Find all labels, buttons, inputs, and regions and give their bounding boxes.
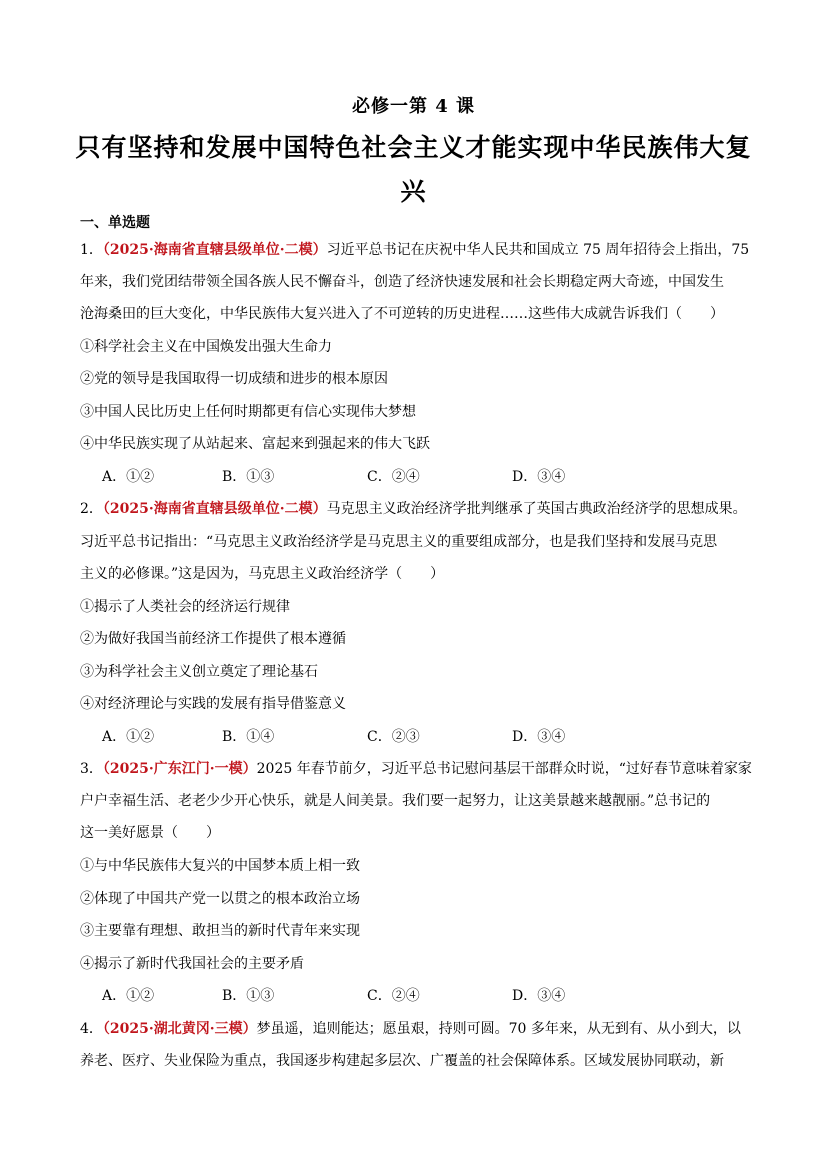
question-1-number: 1．	[80, 242, 103, 258]
question-2-option-a[interactable]: A．①②	[102, 729, 155, 745]
question-4-stem-line-2: 养老、医疗、失业保险为重点，我国逐步构建起多层次、广覆盖的社会保障体系。区域发展协同联动，新	[80, 1053, 724, 1069]
question-4-source: （2025·湖北黄冈·三模）	[102, 1021, 257, 1037]
question-1-option-a[interactable]: A．①②	[102, 469, 155, 485]
question-3-stem-line-1	[80, 758, 755, 778]
question-1-option-c[interactable]: C．②④	[367, 469, 420, 485]
question-3-stem-line-2: 户户幸福生活、老老少少开心快乐，就是人间美景。我们要一起努力，让这美景越来越靓丽。”总书记的	[80, 793, 711, 809]
question-3-item-1: ①与中华民族伟大复兴的中国梦本质上相一致	[80, 858, 360, 874]
question-2-item-3: ③为科学社会主义创立奠定了理论基石	[80, 664, 318, 680]
question-1-text: 习近平总书记在庆祝中华人民共和国成立 75 周年招待会上指出，75	[326, 242, 750, 258]
question-1-option-b[interactable]: B．①③	[222, 469, 275, 485]
question-1-stem-line-3: 沧海桑田的巨大变化，中华民族伟大复兴进入了不可逆转的历史进程……这些伟大成就告诉我们（ ）	[80, 306, 724, 322]
question-1-source: （2025·海南省直辖县级单位·二模）	[102, 242, 327, 258]
question-3-option-c[interactable]: C．②④	[367, 988, 420, 1004]
question-1-stem-line-2: 年来，我们党团结带领全国各族人民不懈奋斗，创造了经济快速发展和社会长期稳定两大奇迹，中国发生	[80, 274, 724, 290]
question-3-option-d[interactable]: D．③④	[512, 988, 566, 1004]
question-2-stem-line-1	[80, 498, 755, 518]
lesson-subtitle: 必修一第 4 课	[351, 96, 476, 117]
question-2-item-4: ④对经济理论与实践的发展有指导借鉴意义	[80, 696, 346, 712]
question-2-source: （2025·海南省直辖县级单位·二模）	[102, 501, 327, 517]
question-2-option-c[interactable]: C．②③	[367, 729, 420, 745]
section-heading: 一、单选题	[80, 215, 150, 231]
question-3-item-2: ②体现了中国共产党一以贯之的根本政治立场	[80, 891, 360, 907]
question-3-text: 2025 年春节前夕，习近平总书记慰问基层干部群众时说，“过好春节意味着家家	[256, 761, 752, 777]
question-2-item-2: ②为做好我国当前经济工作提供了根本遵循	[80, 631, 346, 647]
question-2-option-b[interactable]: B．①④	[222, 729, 275, 745]
question-1-option-d[interactable]: D．③④	[512, 469, 566, 485]
question-1-item-2: ②党的领导是我国取得一切成绩和进步的根本原因	[80, 371, 388, 387]
question-1-item-1: ①科学社会主义在中国焕发出强大生命力	[80, 339, 332, 355]
question-4-stem-line-1	[80, 1018, 755, 1038]
question-2-item-1: ①揭示了人类社会的经济运行规律	[80, 599, 290, 615]
question-2-number: 2．	[80, 501, 103, 517]
question-2-text: 马克思主义政治经济学批判继承了英国古典政治经济学的思想成果。	[326, 501, 747, 517]
question-3-item-4: ④揭示了新时代我国社会的主要矛盾	[80, 956, 304, 972]
question-4-text: 梦虽遥，追则能达；愿虽艰，持则可圆。70 多年来，从无到有、从小到大，以	[256, 1021, 741, 1037]
question-1-item-3: ③中国人民比历史上任何时期都更有信心实现伟大梦想	[80, 404, 416, 420]
question-3-item-3: ③主要靠有理想、敢担当的新时代青年来实现	[80, 923, 360, 939]
question-1-stem-line-1	[80, 239, 755, 259]
question-3-source: （2025·广东江门·一模）	[102, 761, 257, 777]
question-3-option-a[interactable]: A．①②	[102, 988, 155, 1004]
question-2-stem-line-2: 习近平总书记指出：“马克思主义政治经济学是马克思主义的重要组成部分，也是我们坚持和发展马克思	[80, 534, 718, 550]
page-title-line-2: 兴	[400, 177, 427, 206]
question-1-item-4: ④中华民族实现了从站起来、富起来到强起来的伟大飞跃	[80, 436, 430, 452]
question-2-option-d[interactable]: D．③④	[512, 729, 566, 745]
question-3-option-b[interactable]: B．①③	[222, 988, 275, 1004]
question-4-number: 4．	[80, 1021, 103, 1037]
question-3-number: 3．	[80, 761, 103, 777]
question-2-stem-line-3: 主义的必修课。”这是因为，马克思主义政治经济学（ ）	[80, 566, 445, 582]
question-3-stem-line-3: 这一美好愿景（ ）	[80, 825, 220, 841]
page-title-line-1: 只有坚持和发展中国特色社会主义才能实现中华民族伟大复	[75, 133, 752, 162]
